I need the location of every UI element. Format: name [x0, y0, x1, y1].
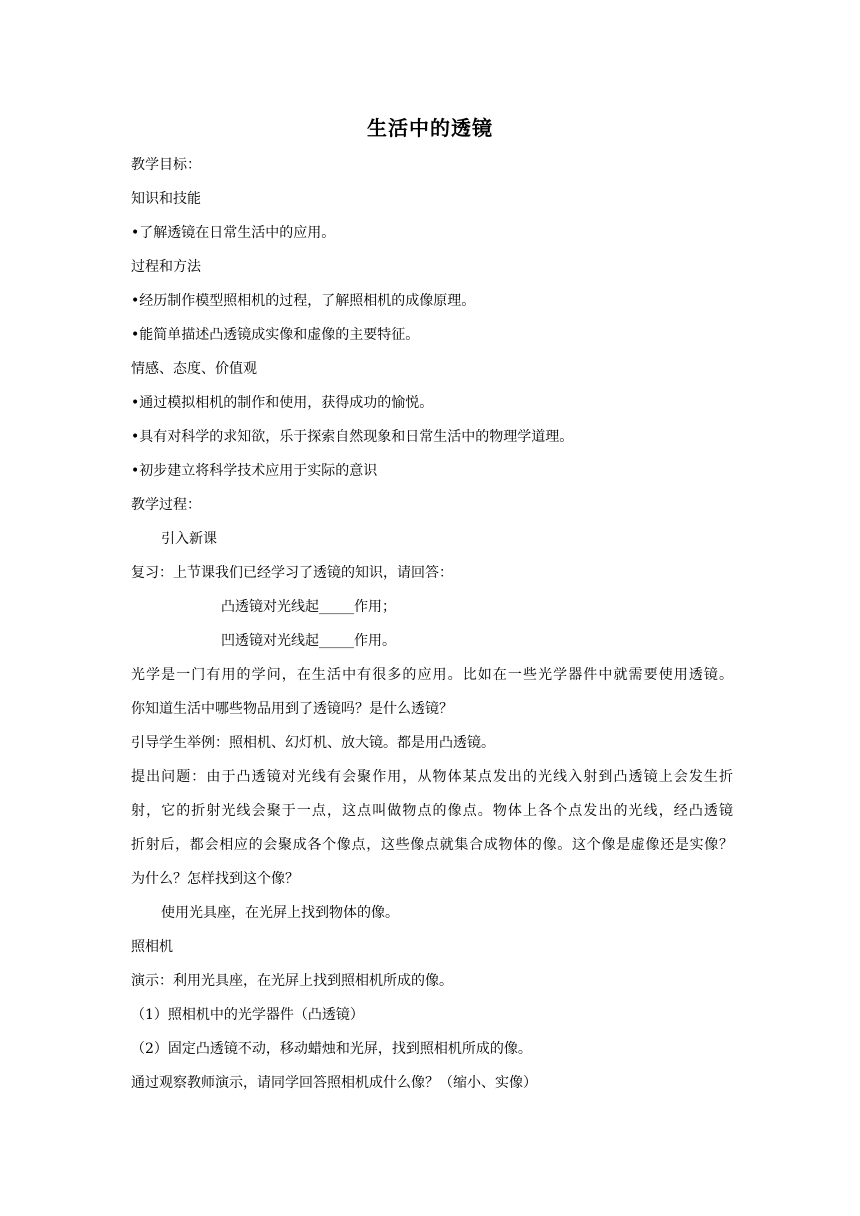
- step-item: （2）固定凸透镜不动，移动蜡烛和光屏，找到照相机所成的像。: [131, 1041, 532, 1057]
- fill-in-line: 凹透镜对光线起_____作用。: [221, 633, 396, 649]
- question-line: 为什么？怎样找到这个像？: [131, 871, 299, 887]
- process-item: •能简单描述凸透镜成实像和虚像的主要特征。: [131, 327, 420, 343]
- question-line: 提出问题：由于凸透镜对光线有会聚作用，从物体某点发出的光线入射到凸透镜上会发生折: [131, 769, 733, 785]
- use-bench-text: 使用光具座，在光屏上找到物体的像。: [161, 905, 399, 921]
- emotion-item: •具有对科学的求知欲，乐于探索自然现象和日常生活中的物理学道理。: [131, 429, 574, 445]
- step-item: （1）照相机中的光学器件（凸透镜）: [131, 1007, 364, 1023]
- intro-heading: 引入新课: [161, 531, 217, 547]
- objectives-heading: 教学目标：: [131, 157, 201, 173]
- emotion-item: •初步建立将科学技术应用于实际的意识: [131, 463, 378, 479]
- question-line: 射，它的折射光线会聚于一点，这点叫做物点的像点。物体上各个点发出的光线，经凸透镜: [131, 803, 733, 819]
- guide-text: 引导学生举例：照相机、幻灯机、放大镜。都是用凸透镜。: [131, 735, 495, 751]
- process-heading: 过程和方法: [131, 259, 201, 275]
- review-text: 复习：上节课我们已经学习了透镜的知识，请回答：: [131, 565, 453, 581]
- knowledge-item: •了解透镜在日常生活中的应用。: [131, 225, 336, 241]
- camera-heading: 照相机: [131, 939, 173, 955]
- teaching-process-heading: 教学过程：: [131, 497, 201, 513]
- demo-text: 演示：利用光具座，在光屏上找到照相机所成的像。: [131, 973, 453, 989]
- paragraph-line: 光学是一门有用的学问，在生活中有很多的应用。比如在一些光学器件中就需要使用透镜。: [131, 667, 733, 683]
- document-title: 生活中的透镜: [367, 116, 493, 140]
- emotion-item: •通过模拟相机的制作和使用，获得成功的愉悦。: [131, 395, 434, 411]
- knowledge-heading: 知识和技能: [131, 191, 201, 207]
- emotion-heading: 情感、态度、价值观: [131, 361, 257, 377]
- observe-question: 通过观察教师演示，请同学回答照相机成什么像？（缩小、实像）: [131, 1075, 537, 1091]
- paragraph-line: 你知道生活中哪些物品用到了透镜吗？是什么透镜？: [131, 701, 453, 717]
- question-line: 折射后，都会相应的会聚成各个像点，这些像点就集合成物体的像。这个像是虚像还是实像？: [131, 837, 733, 853]
- fill-in-line: 凸透镜对光线起_____作用；: [221, 599, 396, 615]
- process-item: •经历制作模型照相机的过程，了解照相机的成像原理。: [131, 293, 476, 309]
